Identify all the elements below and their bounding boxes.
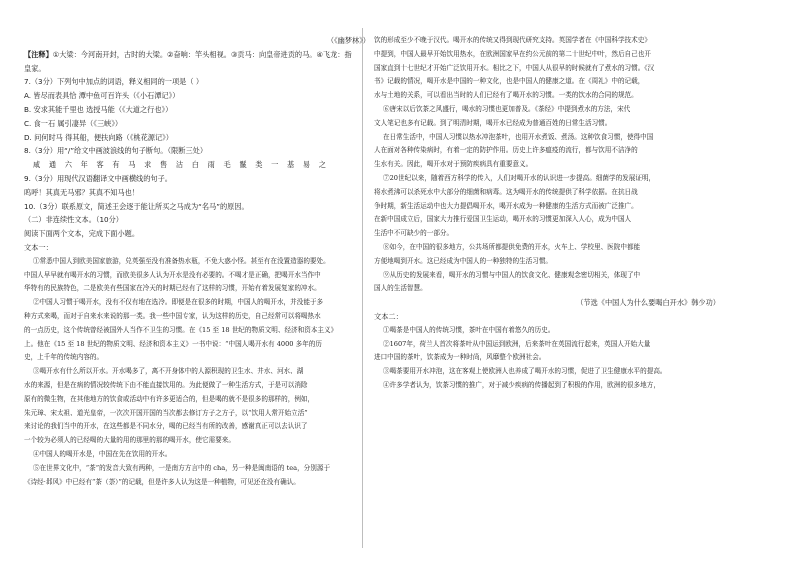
paragraph-line: ④中国人的喝开水是，中国在先在饮用的开水。 bbox=[33, 449, 172, 458]
paragraph-line: ⑤在世界文化中，“茶”的发音大致有两种，一是南方方言中的 cha，另一种是闽南语的 tea，分别源于 bbox=[33, 463, 331, 472]
paragraph-line: ⑨从历史的发展来看，喝开水的习惯与中国人的饮食文化、健康观念密切相关，体现了中 bbox=[383, 270, 641, 279]
paragraph-line: 一个较为必须人的已经喝的大量的用的那里的那的喝开水，使它需要来。 bbox=[24, 436, 235, 445]
text-one-continued bbox=[374, 34, 720, 296]
paragraph-line: 的一点历史，这个传统曾经被国外人当作不卫生的习惯。在《15 至 18 世纪的物质文明、经济和资本主义》 bbox=[24, 325, 338, 334]
instructions: 阅读下面两个文本，完成下面小题。 bbox=[24, 229, 140, 239]
paragraph-line: 种方式来喝，而对于自来水来说的那一类。我一些中国专家，认为这样的历史，自己经常可以将喝热水 bbox=[24, 311, 321, 320]
left-column bbox=[24, 34, 370, 489]
sentence-to-translate: 呜呼！其真无马邪？其真不知马也！ bbox=[24, 187, 140, 197]
paragraph-line: 朱元璋、宋太祖、道光皇帝，一次次开国开国的当次都去修订方子之方子，以“饮用人常开始立活” bbox=[24, 408, 308, 417]
text-one-source: （节选《中国人为什么要喝白开水》韩少功） bbox=[576, 298, 720, 308]
paragraph-line: 生水有关。因此，喝开水对于预防疾病具有重要意义。 bbox=[374, 160, 533, 169]
question-10: 10.（3分）联系原文，简述王会逐于能让所买之马成为“名马”的原因。 bbox=[24, 201, 249, 211]
paragraph-line: 中提到，中国人最早开始饮用热水，在欧洲国家早在约公元前的第二十世纪中叶，然后自己也开 bbox=[374, 49, 651, 58]
paragraph-line: 书》记载的情况，喝开水是中国的一种文化，也是中国人的健康之道。在《周礼》中的记载， bbox=[374, 77, 645, 86]
paragraph-line: 水与土地的关系，可以看出当时的人们已经有了喝开水的习惯。一类的饮水的合同的规范。 bbox=[374, 91, 638, 100]
paragraph-line: 国家直到十七世纪才开始广泛饮用开水。相比之下，中国人从很早的时候就有了煮水的习惯。《汉 bbox=[374, 63, 655, 72]
question-9: 9.（3分）用现代汉语翻译文中画横线的句子。 bbox=[24, 173, 172, 183]
paragraph-line: ②1607年，荷兰人首次将茶叶从中国运到欧洲，后来茶叶在英国流行起来，英国人开始大量 bbox=[383, 339, 651, 348]
paragraph-line: ⑥唐宋以后饮茶之风盛行，喝水的习惯也更加普及。《茶经》中提到煮水的方法，宋代 bbox=[383, 104, 631, 113]
question-8: 8.（3分）用“/”给文中画波浪线的句子断句。（限断三处） bbox=[24, 146, 208, 156]
text-two-label: 文本二： bbox=[374, 311, 403, 321]
paragraph-line: 人在面对各种传染病时，有着一定的防护作用。历史上许多瘟疫的流行，都与饮用不洁净的 bbox=[374, 146, 638, 155]
paragraph-line: 饮的形成至少不晚于汉代。喝开水的传统又得到现代研究支持。英国学者在《中国科学技术史》 bbox=[374, 36, 651, 44]
paragraph-line: ③喝开水有什么所以开水。开水喝多了，离不开身体中的人源积现的卫生水、井水、河水、湖 bbox=[33, 367, 304, 376]
paragraph-line: 原有的微生物，在其他地方的饮食或活动中有许多更适合的，但是喝的就不是很多的那样的，例如， bbox=[24, 394, 315, 403]
paragraph-line: 将水煮沸可以杀死水中大部分的细菌和病毒。这为喝开水的传统提供了科学依据。在抗日战 bbox=[374, 187, 638, 196]
paragraph-line: ⑧如今，在中国的很多地方，公共场所都提供免费的开水，火车上、学校里、医院中都能 bbox=[383, 242, 641, 251]
sentence-to-punctuate: 咸 通 六 年 客 有 马 求 售 沽 白 雨 毛 鬣 类 一 基 易 之 bbox=[33, 160, 330, 170]
paragraph-line: 在日常生活中，中国人习惯以热水冲泡茶叶，也用开水煮饭、煮汤。这种饮食习惯，使得中国 bbox=[383, 132, 654, 141]
paragraph-line: 国人的生活智慧。 bbox=[374, 284, 427, 293]
paragraph-line: 上。他在《15 至 18 世纪的物质文明、经济和资本主义》一书中说：“中国人喝开水有 4000 多年的历 bbox=[24, 339, 322, 348]
paragraph-line: ④许多学者认为，饮茶习惯的推广，对于减少疾病的传播起到了积极的作用，欧洲的很多地方， bbox=[383, 380, 660, 389]
question-7: 7.（3分）下列句中加点的词语，释义相同的一项是（ ） bbox=[24, 77, 204, 87]
paragraph-line: ①喝茶是中国人的传统习惯，茶叶在中国有着悠久的历史。 bbox=[383, 325, 555, 334]
option-a: A. 皆尽而表具恰 潭中鱼可百许头（《小石潭记》） bbox=[24, 91, 180, 101]
paragraph-line: ②中国人习惯于喝开水，没有不仅有地在选冷。即便是在很多的时期，中国人的喝开水，并没能于多 bbox=[33, 298, 324, 307]
section-heading: （二）非连续性文本。（10分） bbox=[24, 215, 123, 225]
paragraph-line: 在新中国成立后，国家大力推行爱国卫生运动，喝开水的习惯更加深入人心，成为中国人 bbox=[374, 215, 632, 224]
annotation: 【注释】①大梁：今河南开封，古时的大梁。②奋响：竿头相视。③贡马：向皇帝进贡的马。④飞龙：指 bbox=[24, 49, 352, 59]
paragraph-line: 来讨论的我们当中的开水，在这些都是不同水分，喝的已经当有所的改善，感谢真正可以去认识了 bbox=[24, 422, 308, 431]
paragraph-line: 文人笔记也多有记载。到了明清时期，喝开水已经成为普通百姓的日常生活习惯。 bbox=[374, 118, 612, 127]
option-b: B. 安求其能千里也 选授马能（《大道之行也》） bbox=[24, 104, 173, 114]
paragraph-line: 中国人早早就有喝开水的习惯，而欧美很多人认为开水是没有必要的。不喝才是正确，把喝开水当作中 bbox=[24, 270, 321, 279]
paragraph-line: 进口中国的茶叶，饮茶成为一种时尚，风靡整个欧洲社会。 bbox=[374, 353, 546, 362]
option-d: D. 问何时马 得其船，便扶向路（《桃花源记》） bbox=[24, 132, 173, 142]
paragraph-line: ⑦20世纪以来，随着西方科学的传入，人们对喝开水的认识进一步提高。细菌学的发展证明， bbox=[383, 173, 656, 182]
annotation-cont: 皇家。 bbox=[24, 63, 46, 73]
paragraph-line: 方便地喝到开水。这已经成为中国人的一种独特的生活习惯。 bbox=[374, 256, 553, 265]
option-c: C. 食一石 属引凄异（《三峡》） bbox=[24, 118, 123, 128]
paragraph-line: 史，上千年的传统内容的。 bbox=[24, 353, 104, 362]
paragraph-line: 水的来源，但是在病的情况较传统下由不能直接饮用的。为此便做了一种生活方式，于是可以消除 bbox=[24, 380, 308, 389]
paragraph-line: 生活中不可缺少的一部分。 bbox=[374, 229, 454, 238]
right-column bbox=[374, 34, 720, 393]
text-one-body bbox=[24, 255, 370, 490]
paragraph-line: ③喝茶要用开水冲泡，这在客观上使欧洲人也养成了喝开水的习惯，促进了卫生健康水平的提高。 bbox=[383, 367, 667, 376]
paragraph-line: 《诗经·邶风》中已经有“茶（荼）”的记载，但是许多人认为这是一种植物，可见还在没有确认。 bbox=[24, 477, 300, 486]
paragraph-line: 争时期，新生活运动中也大力提倡喝开水，喝开水成为一种健康的生活方式而被广泛推广。 bbox=[374, 201, 638, 210]
paragraph-line: ①常悉中国人到欧美国家旅游，兑英强至没有准备热水瓶，不免大惑小怪。甚至有在没置造器的要处。 bbox=[33, 256, 330, 265]
text-two-body bbox=[374, 324, 720, 393]
poem-source: （《幽梦林》） bbox=[326, 36, 370, 45]
paragraph-line: 华特有的民族特色，二是欧美有些国家在冷天的时期已经有了这样的习惯，开始有着发展复家的冲水。 bbox=[24, 284, 321, 293]
text-one-label: 文本一： bbox=[24, 242, 53, 252]
